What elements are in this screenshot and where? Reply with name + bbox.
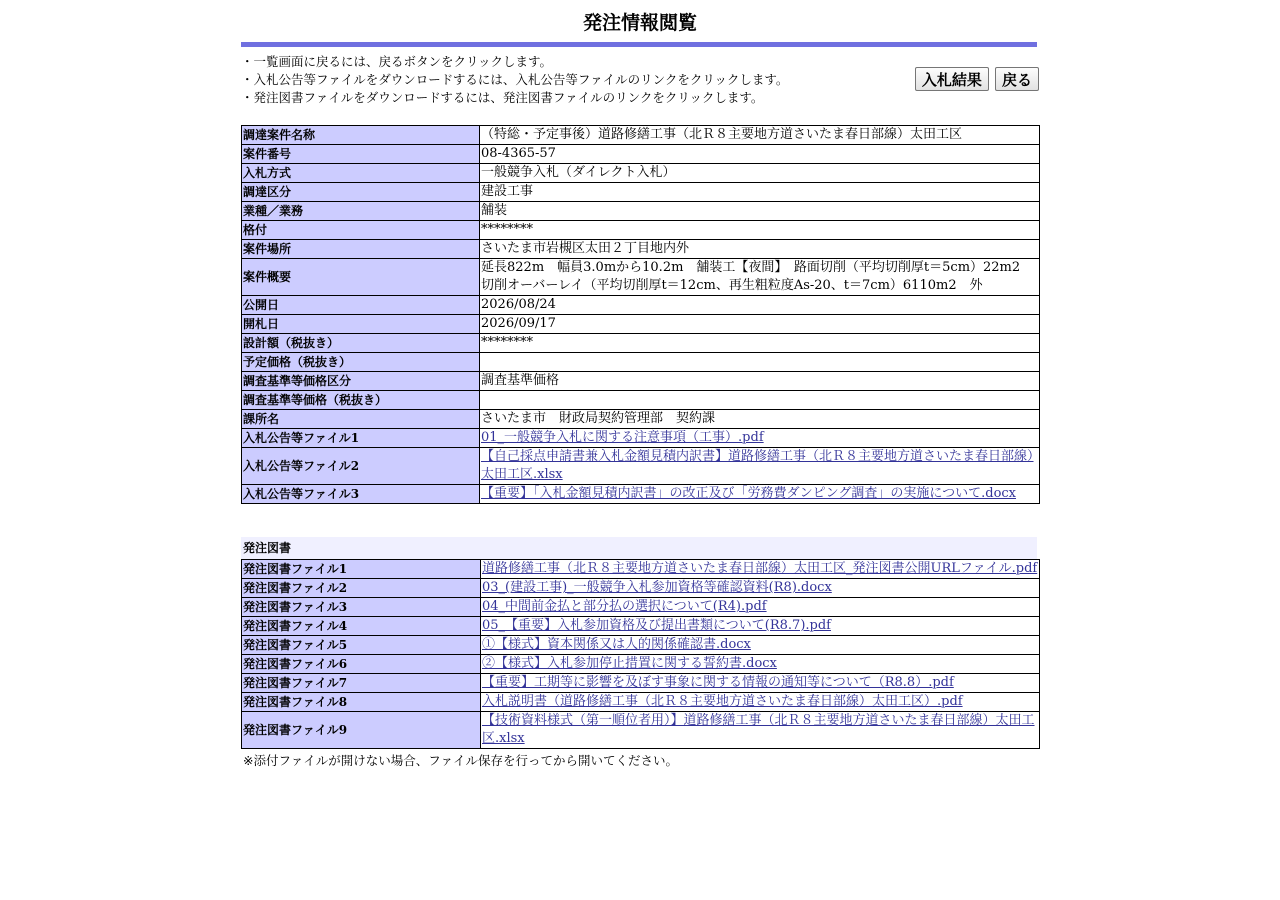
field-label: 発注図書ファイル2	[242, 579, 481, 598]
field-value	[480, 240, 1040, 259]
table-row	[242, 183, 1040, 202]
table-row	[242, 164, 1040, 183]
instructions-area	[241, 47, 1039, 125]
instruction-item: ・入札公告等ファイルをダウンロードするには、入札公告等ファイルのリンクをクリックします。	[241, 72, 789, 87]
table-row	[242, 296, 1040, 315]
table-row	[242, 391, 1040, 410]
value-text: 延長822m 幅員3.0mから10.2m 舗装工【夜間】 路面切削（平均切削厚t＝5cm）22m2 切削オーバーレイ（平均切削厚t＝12cm、再生粗粒度As-20、t＝7cm）6110m2 外	[481, 260, 1034, 293]
field-value	[480, 448, 1040, 485]
field-value	[480, 145, 1040, 164]
file-link[interactable]: 【技術資料様式（第一順位者用）】道路修繕工事（北Ｒ８主要地方道さいたま春日部線）太田工区.xlsx	[482, 713, 1035, 746]
table-row	[242, 372, 1040, 391]
field-label: 発注図書ファイル3	[242, 598, 481, 617]
instructions-list	[241, 53, 788, 107]
field-label: 調査基準等価格（税抜き）	[242, 391, 480, 410]
field-label: 開札日	[242, 315, 480, 334]
value-text: 建設工事	[481, 184, 534, 199]
value-text: 舗装	[481, 203, 508, 218]
field-value	[480, 221, 1040, 240]
value-text: （特総・予定事後）道路修繕工事（北Ｒ８主要地方道さいたま春日部線）太田工区	[481, 127, 963, 142]
field-label: 案件番号	[242, 145, 480, 164]
file-link[interactable]: ①【様式】資本関係又は人的関係確認書.docx	[482, 637, 751, 652]
value-text: さいたま市岩槻区太田２丁目地内外	[481, 241, 690, 256]
value-text: 2026/09/17	[481, 316, 556, 331]
table-row	[242, 674, 1040, 693]
instruction-item: ・発注図書ファイルをダウンロードするには、発注図書ファイルのリンクをクリックします。	[241, 90, 764, 105]
field-value	[480, 372, 1040, 391]
instruction-item: ・一覧画面に戻るには、戻るボタンをクリックします。	[241, 54, 553, 69]
field-label: 調達案件名称	[242, 126, 480, 145]
file-link[interactable]: 【重要】工期等に影響を及ぼす事象に関する情報の通知等について（R8.8）.pdf	[482, 675, 954, 690]
value-text: さいたま市 財政局契約管理部 契約課	[481, 411, 716, 426]
field-value	[481, 693, 1040, 712]
value-text: ********	[481, 335, 533, 350]
field-label: 調査基準等価格区分	[242, 372, 480, 391]
field-value	[480, 296, 1040, 315]
table-row	[242, 448, 1040, 485]
value-text: 2026/08/24	[481, 297, 556, 312]
field-value	[480, 126, 1040, 145]
field-label: 公開日	[242, 296, 480, 315]
table-row	[242, 126, 1040, 145]
table-row	[242, 315, 1040, 334]
back-button[interactable]: 戻る	[995, 67, 1039, 91]
field-label: 案件場所	[242, 240, 480, 259]
table-row	[242, 240, 1040, 259]
file-link[interactable]: 04_中間前金払と部分払の選択について(R4).pdf	[482, 599, 767, 614]
value-text: ********	[481, 222, 533, 237]
footnote: ※添付ファイルが開けない場合、ファイル保存を行ってから開いてください。	[243, 753, 678, 768]
table-row	[242, 145, 1040, 164]
field-label: 業種／業務	[242, 202, 480, 221]
field-value	[480, 164, 1040, 183]
field-value	[481, 617, 1040, 636]
file-link[interactable]: 【重要】「入札金額見積内訳書」の改正及び「労務費ダンピング調査」の実施について.docx	[481, 486, 1017, 501]
field-label: 課所名	[242, 410, 480, 429]
zusho-section-header: 発注図書	[241, 537, 1037, 559]
table-row	[242, 334, 1040, 353]
field-label: 発注図書ファイル4	[242, 617, 481, 636]
field-value	[480, 485, 1040, 504]
table-row	[242, 693, 1040, 712]
field-value	[480, 391, 1040, 410]
file-link[interactable]: 入札説明書（道路修繕工事（北Ｒ８主要地方道さいたま春日部線）太田工区）.pdf	[482, 694, 963, 709]
file-link[interactable]: 03_(建設工事)_一般競争入札参加資格等確認資料(R8).docx	[482, 580, 832, 595]
field-value	[481, 674, 1040, 693]
field-value	[480, 429, 1040, 448]
field-value	[480, 202, 1040, 221]
table-row	[242, 353, 1040, 372]
field-label: 予定価格（税抜き）	[242, 353, 480, 372]
table-row	[242, 259, 1040, 296]
field-label: 発注図書ファイル5	[242, 636, 481, 655]
case-info-table	[241, 125, 1040, 504]
field-label: 案件概要	[242, 259, 480, 296]
field-value	[480, 315, 1040, 334]
value-text: 調査基準価格	[481, 373, 560, 388]
field-value	[481, 598, 1040, 617]
table-row	[242, 636, 1040, 655]
page-title: 発注情報閲覧	[582, 12, 697, 34]
field-label: 発注図書ファイル7	[242, 674, 481, 693]
zusho-files-table	[241, 559, 1040, 749]
field-label: 入札公告等ファイル3	[242, 485, 480, 504]
file-link[interactable]: 05_【重要】入札参加資格及び提出書類について(R8.7).pdf	[482, 618, 831, 633]
field-label: 調達区分	[242, 183, 480, 202]
field-value	[480, 183, 1040, 202]
field-value	[480, 334, 1040, 353]
bid-result-button[interactable]: 入札結果	[915, 67, 989, 91]
field-value	[481, 560, 1040, 579]
file-link[interactable]: 01_一般競争入札に関する注意事項（工事）.pdf	[481, 430, 764, 445]
field-label: 発注図書ファイル9	[242, 712, 481, 749]
field-label: 入札公告等ファイル1	[242, 429, 480, 448]
value-text: 一般競争入札（ダイレクト入札）	[481, 165, 676, 180]
file-link[interactable]: 【自己採点申請書兼入札金額見積内訳書】道路修繕工事（北Ｒ８主要地方道さいたま春日部線）太田工区.xlsx	[481, 449, 1034, 482]
file-link[interactable]: ②【様式】入札参加停止措置に関する誓約書.docx	[482, 656, 777, 671]
table-row	[242, 579, 1040, 598]
table-row	[242, 429, 1040, 448]
field-value	[481, 655, 1040, 674]
field-label: 発注図書ファイル6	[242, 655, 481, 674]
action-buttons	[914, 67, 1039, 91]
table-row	[242, 410, 1040, 429]
field-label: 発注図書ファイル1	[242, 560, 481, 579]
field-label: 発注図書ファイル8	[242, 693, 481, 712]
table-row	[242, 655, 1040, 674]
field-value	[481, 712, 1040, 749]
field-value	[480, 259, 1040, 296]
field-label: 格付	[242, 221, 480, 240]
field-label: 入札方式	[242, 164, 480, 183]
table-row	[242, 485, 1040, 504]
table-row	[242, 202, 1040, 221]
table-row	[242, 221, 1040, 240]
file-link[interactable]: 道路修繕工事（北Ｒ８主要地方道さいたま春日部線）太田工区_発注図書公開URLファイル.pdf	[482, 561, 1038, 576]
table-row	[242, 712, 1040, 749]
value-text: 08-4365-57	[481, 146, 556, 161]
table-row	[242, 560, 1040, 579]
table-row	[242, 598, 1040, 617]
field-label: 設計額（税抜き）	[242, 334, 480, 353]
table-row	[242, 617, 1040, 636]
field-value	[480, 410, 1040, 429]
field-label: 入札公告等ファイル2	[242, 448, 480, 485]
field-value	[481, 636, 1040, 655]
field-value	[480, 353, 1040, 372]
page-container	[241, 0, 1039, 769]
field-value	[481, 579, 1040, 598]
